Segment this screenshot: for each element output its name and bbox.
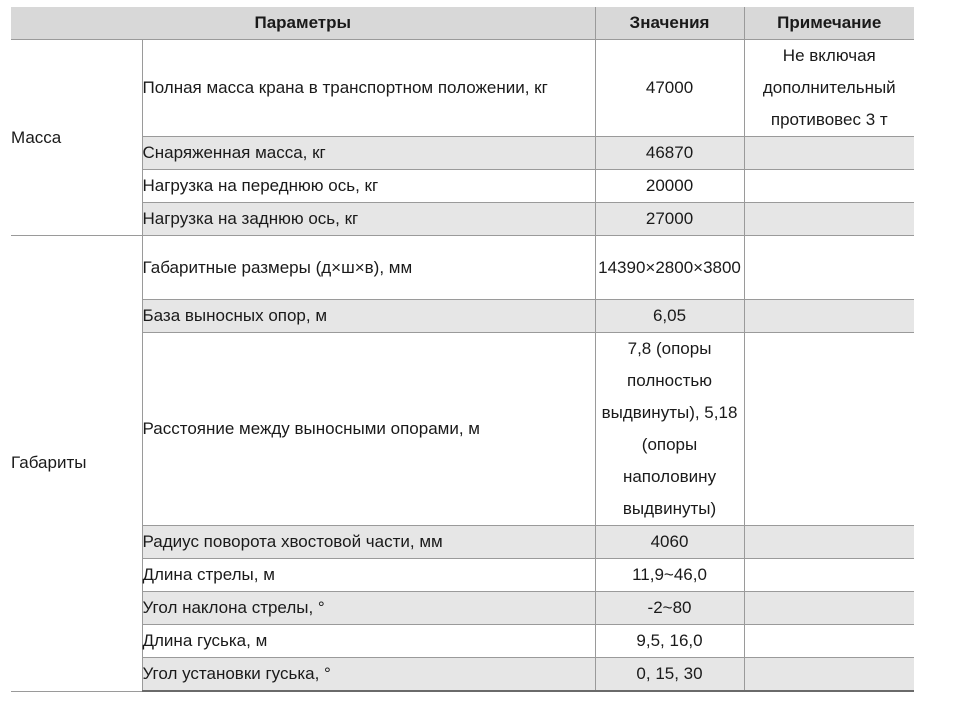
note-cell <box>744 625 914 658</box>
group-mass-label: Масса <box>11 40 142 236</box>
note-cell <box>744 658 914 692</box>
table-row <box>11 592 914 625</box>
note-cell <box>744 137 914 170</box>
note-cell <box>744 559 914 592</box>
param-cell: Нагрузка на заднюю ось, кг <box>142 203 595 236</box>
param-cell: Полная масса крана в транспортном положении, кг <box>142 40 595 137</box>
value-cell: 11,9~46,0 <box>595 559 744 592</box>
note-cell <box>744 170 914 203</box>
note-cell <box>744 592 914 625</box>
param-cell: Нагрузка на переднюю ось, кг <box>142 170 595 203</box>
note-cell <box>744 300 914 333</box>
param-cell: База выносных опор, м <box>142 300 595 333</box>
specifications-table <box>11 7 914 692</box>
value-cell: 27000 <box>595 203 744 236</box>
param-cell: Снаряженная масса, кг <box>142 137 595 170</box>
note-cell <box>744 236 914 300</box>
value-cell: 14390×2800×3800 <box>595 236 744 300</box>
param-cell: Угол наклона стрелы, ° <box>142 592 595 625</box>
table-row <box>11 333 914 526</box>
value-cell: -2~80 <box>595 592 744 625</box>
value-cell: 0, 15, 30 <box>595 658 744 692</box>
note-cell <box>744 526 914 559</box>
value-cell: 20000 <box>595 170 744 203</box>
table-row <box>11 137 914 170</box>
param-cell: Длина гуська, м <box>142 625 595 658</box>
header-note: Примечание <box>744 7 914 40</box>
table-row <box>11 170 914 203</box>
value-cell: 9,5, 16,0 <box>595 625 744 658</box>
note-cell: Не включая дополнительный противовес 3 т <box>744 40 914 137</box>
value-cell: 46870 <box>595 137 744 170</box>
param-cell: Расстояние между выносными опорами, м <box>142 333 595 526</box>
table-row <box>11 300 914 333</box>
value-cell: 4060 <box>595 526 744 559</box>
param-cell: Радиус поворота хвостовой части, мм <box>142 526 595 559</box>
param-cell: Габаритные размеры (д×ш×в), мм <box>142 236 595 300</box>
table-row <box>11 236 914 300</box>
table-row <box>11 625 914 658</box>
table-row <box>11 559 914 592</box>
table-row <box>11 526 914 559</box>
param-cell: Угол установки гуська, ° <box>142 658 595 692</box>
table-row <box>11 658 914 692</box>
note-cell <box>744 333 914 526</box>
param-cell: Длина стрелы, м <box>142 559 595 592</box>
value-cell: 6,05 <box>595 300 744 333</box>
table-row <box>11 40 914 137</box>
note-cell <box>744 203 914 236</box>
value-cell: 47000 <box>595 40 744 137</box>
header-params: Параметры <box>11 7 595 40</box>
table-row <box>11 203 914 236</box>
header-values: Значения <box>595 7 744 40</box>
group-dimensions-label: Габариты <box>11 236 142 692</box>
value-cell: 7,8 (опоры полностью выдвинуты), 5,18 (опоры наполовину выдвинуты) <box>595 333 744 526</box>
table-header-row <box>11 7 914 40</box>
